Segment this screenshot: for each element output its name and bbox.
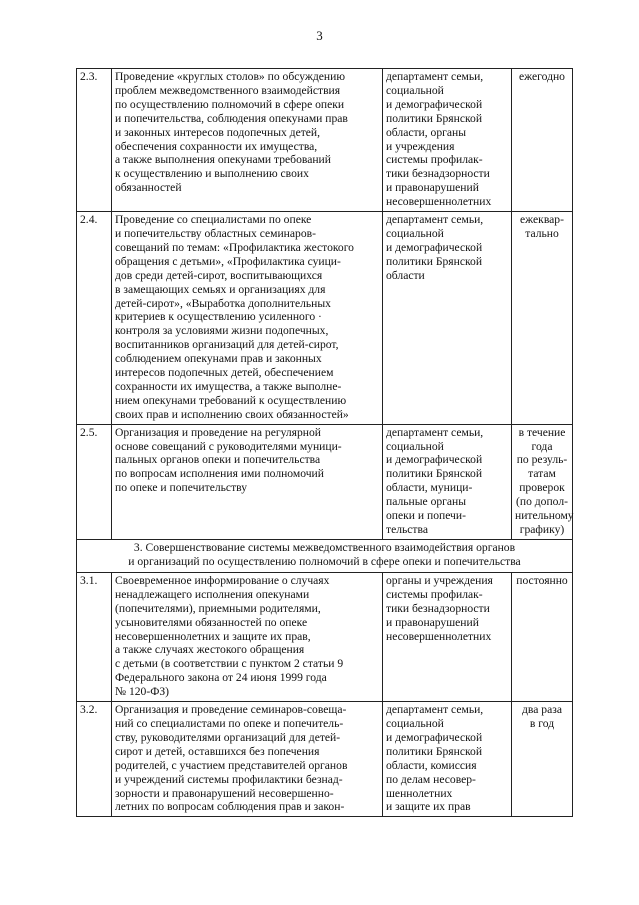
text-line: социальной (386, 716, 444, 730)
text-line: Организация и проведение семинаров-совеща- (115, 703, 347, 717)
text-line: и демографической (386, 97, 483, 111)
text-line: родителей, с участием представителей органов (115, 758, 348, 772)
text-line: политики Брянской (386, 254, 483, 268)
item-executors (383, 212, 512, 425)
text-line: в замещающих семьях и организациях для (115, 282, 326, 296)
text-line: и демографической (386, 240, 483, 254)
text-line: ежегодно (519, 70, 565, 83)
text-line: графику) (519, 523, 565, 536)
plan-table (76, 68, 573, 817)
text-line: (попечителями), приемными родителями, (115, 601, 321, 615)
text-line: области (386, 268, 425, 282)
text-line: Проведение «круглых столов» по обсуждению (115, 70, 345, 83)
text-line: сирот и детей, оставшихся без попечения (115, 744, 320, 758)
text-line: и учреждения (386, 139, 455, 153)
section-heading (77, 539, 573, 572)
text-line: Федерального закона от 24 июня 1999 года (115, 671, 327, 685)
text-line: политики Брянской (386, 744, 483, 758)
text-line: ний со специалистами по опеке и попечитель- (115, 716, 344, 730)
text-line: по делам несовер- (386, 772, 476, 786)
item-number: 3.2. (77, 702, 112, 817)
text-line: года (531, 439, 553, 453)
item-executors (383, 572, 512, 701)
text-line: области, органы (386, 125, 467, 139)
text-line: ежеквар- (520, 213, 564, 227)
text-line: по опеке и попечительству (115, 481, 248, 495)
item-executors (383, 424, 512, 539)
text-line: контроля за условиями жизни подопечных, (115, 324, 329, 338)
text-line: усыновителями обязанностей по опеке (115, 615, 308, 629)
text-line: несовершеннолетних (386, 629, 492, 643)
text-line: своих прав и исполнению своих обязанностей» (115, 407, 349, 421)
text-line: постоянно (516, 573, 568, 587)
text-line: несовершеннолетних (386, 195, 492, 209)
item-description (112, 424, 383, 539)
text-line: а также выполнения опекунами требований (115, 153, 331, 167)
text-line: и учреждений системы профилактики безнад- (115, 772, 343, 786)
item-description (112, 69, 383, 212)
text-line: и правонарушений (386, 615, 479, 629)
text-line: дов среди детей-сирот, воспитывающихся (115, 268, 323, 282)
text-line: органы и учреждения (386, 573, 493, 587)
text-line: системы профилак- (386, 153, 483, 167)
text-line: департамент семьи, (386, 703, 484, 717)
text-line: и попечительству областных семинаров- (115, 226, 316, 240)
text-line: и защите их прав (386, 800, 471, 814)
text-line: департамент семьи, (386, 70, 484, 83)
text-line: 3. Совершенствование системы межведомственного взаимодействия органов (133, 540, 516, 554)
text-line: по резуль- (516, 453, 568, 467)
text-line: зорности и правонарушений несовершенно- (115, 786, 334, 800)
text-line: два раза (522, 703, 562, 717)
text-line: (по допол- (516, 495, 568, 509)
text-line: детей-сирот», «Выработка дополнительных (115, 296, 331, 310)
text-line: проверок (519, 481, 565, 495)
text-line: основе совещаний с руководителями муници- (115, 439, 342, 453)
text-line: критериев к осуществлению усиленного · (115, 310, 322, 324)
text-line: и организаций по осуществлению полномочий в сфере опеки и попечительства (128, 555, 521, 569)
text-line: системы профилак- (386, 587, 483, 601)
text-line: несовершеннолетних и защите их прав, (115, 629, 311, 643)
text-line: политики Брянской (386, 111, 483, 125)
text-line: тально (525, 226, 559, 240)
text-line: обращения с детьми», «Профилактика суици- (115, 254, 341, 268)
text-line: с детьми (в соответствии с пунктом 2 статьи 9 (115, 657, 344, 671)
item-number: 2.3. (77, 69, 112, 212)
item-number: 3.1. (77, 572, 112, 701)
text-line: ненадлежащего исполнения опекунами (115, 587, 310, 601)
text-line: департамент семьи, (386, 425, 484, 439)
text-line: шеннолетних (386, 786, 453, 800)
text-line: нительному (515, 509, 574, 523)
item-description (112, 212, 383, 425)
text-line: воспитанников организаций для детей-сирот, (115, 338, 339, 352)
text-line: и попечительства, соблюдения опекунами прав (115, 111, 348, 125)
table-row (77, 212, 573, 425)
item-deadline (512, 572, 573, 701)
text-line: татам (528, 467, 556, 481)
table-row (77, 702, 573, 817)
text-line: департамент семьи, (386, 213, 484, 227)
item-description (112, 572, 383, 701)
text-line: опеки и попечи- (386, 509, 466, 523)
text-line: области, комиссия (386, 758, 477, 772)
text-line: в год (529, 716, 555, 730)
table-row (77, 572, 573, 701)
text-line: совещаний по темам: «Профилактика жестокого (115, 240, 354, 254)
item-executors (383, 69, 512, 212)
text-line: ству, руководителями организаций для детей- (115, 730, 341, 744)
item-number: 2.4. (77, 212, 112, 425)
text-line: пальных органов опеки и попечительства (115, 453, 321, 467)
text-line: и правонарушений (386, 181, 479, 195)
item-deadline (512, 69, 573, 212)
item-executors (383, 702, 512, 817)
text-line: области, муници- (386, 481, 473, 495)
item-deadline (512, 212, 573, 425)
item-number: 2.5. (77, 424, 112, 539)
text-line: обеспечения сохранности их имущества, (115, 139, 318, 153)
table-row (77, 69, 573, 212)
text-line: летних по вопросам соблюдения прав и закон- (115, 800, 345, 814)
text-line: и демографической (386, 453, 483, 467)
text-line: социальной (386, 439, 444, 453)
text-line: соблюдением опекунами прав и законных (115, 352, 322, 366)
text-line: и демографической (386, 730, 483, 744)
text-line: Проведение со специалистами по опеке (115, 213, 312, 227)
text-line: Своевременное информирование о случаях (115, 573, 330, 587)
text-line: тики безнадзорности (386, 601, 490, 615)
text-line: социальной (386, 83, 444, 97)
text-line: и законных интересов подопечных детей, (115, 125, 321, 139)
text-line: тики безнадзорности (386, 167, 490, 181)
text-line: проблем межведомственного взаимодействия (115, 83, 341, 97)
text-line: в течение (518, 425, 566, 439)
text-line: тельства (386, 523, 428, 536)
section-heading-row (77, 539, 573, 572)
text-line: Организация и проведение на регулярной (115, 425, 321, 439)
text-line: нием опекунами требований к осуществлению (115, 393, 347, 407)
item-deadline (512, 424, 573, 539)
page-number: 3 (316, 28, 323, 43)
text-line: социальной (386, 226, 444, 240)
text-line: по вопросам исполнения ими полномочий (115, 467, 324, 481)
text-line: по осуществлению полномочий в сфере опеки (115, 97, 345, 111)
text-line: а также случаях жестокого обращения (115, 643, 305, 657)
item-deadline (512, 702, 573, 817)
text-line: пальные органы (386, 495, 467, 509)
text-line: к осуществлению и выполнению своих (115, 167, 309, 181)
table-row (77, 424, 573, 539)
text-line: обязанностей (115, 181, 182, 195)
text-line: политики Брянской (386, 467, 483, 481)
item-description (112, 702, 383, 817)
text-line: интересов подопечных детей, обеспечением (115, 366, 334, 380)
text-line: № 120-ФЗ) (115, 685, 170, 699)
text-line: сохранности их имущества, а также выполне- (115, 379, 342, 393)
